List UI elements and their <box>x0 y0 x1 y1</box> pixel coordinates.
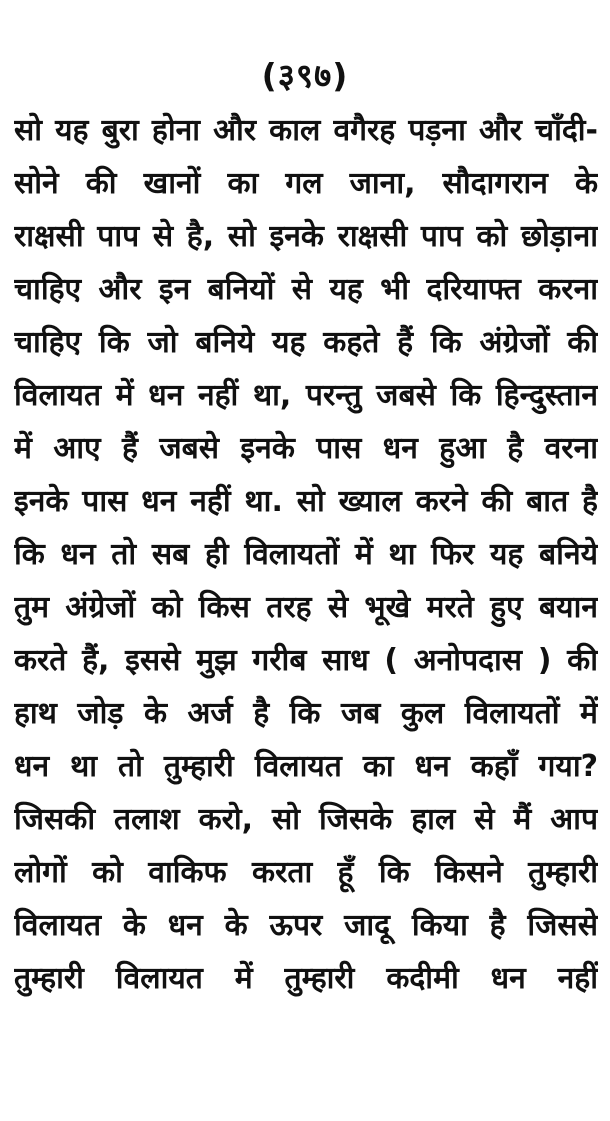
text-line: राक्षसी पाप से है, सो इनके राक्षसी पाप को छोड़ाना <box>14 219 598 254</box>
text-line: चाहिए कि जो बनिये यह कहते हैं कि अंग्रेजों की <box>14 325 598 360</box>
text-line: सोने की खानों का गल जाना, सौदागरान के <box>14 166 598 201</box>
page-number: (३९७) <box>261 56 349 95</box>
text-line: जिसकी तलाश करो, सो जिसके हाल से मैं आप <box>14 802 598 837</box>
text-line: में आए हैं जबसे इनके पास धन हुआ है वरना <box>14 431 598 466</box>
text-line: सो यह बुरा होना और काल वगैरह पड़ना और चाँदी- <box>14 113 598 148</box>
body-text <box>14 104 598 1005</box>
text-line: धन था तो तुम्हारी विलायत का धन कहाँ गया? <box>14 749 598 784</box>
text-line: विलायत में धन नहीं था, परन्तु जबसे कि हिन्दुस्तान <box>14 378 598 413</box>
text-line: विलायत के धन के ऊपर जादू किया है जिससे <box>14 908 598 943</box>
text-line: करते हैं, इससे मुझ गरीब साध ( अनोपदास ) की <box>14 643 598 678</box>
text-line: हाथ जोड़ के अर्ज है कि जब कुल विलायतों में <box>14 696 598 731</box>
text-line: तुम्हारी विलायत में तुम्हारी कदीमी धन नहीं <box>14 961 598 996</box>
text-line: चाहिए और इन बनियों से यह भी दरियाफ्त करना <box>14 272 598 307</box>
text-line: इनके पास धन नहीं था. सो ख्याल करने की बात है <box>14 484 598 519</box>
text-line: कि धन तो सब ही विलायतों में था फिर यह बनिये <box>14 537 598 572</box>
text-line: लोगों को वाकिफ करता हूँ कि किसने तुम्हारी <box>14 855 598 890</box>
text-line: तुम अंग्रेजों को किस तरह से भूखे मरते हुए बयान <box>14 590 598 625</box>
